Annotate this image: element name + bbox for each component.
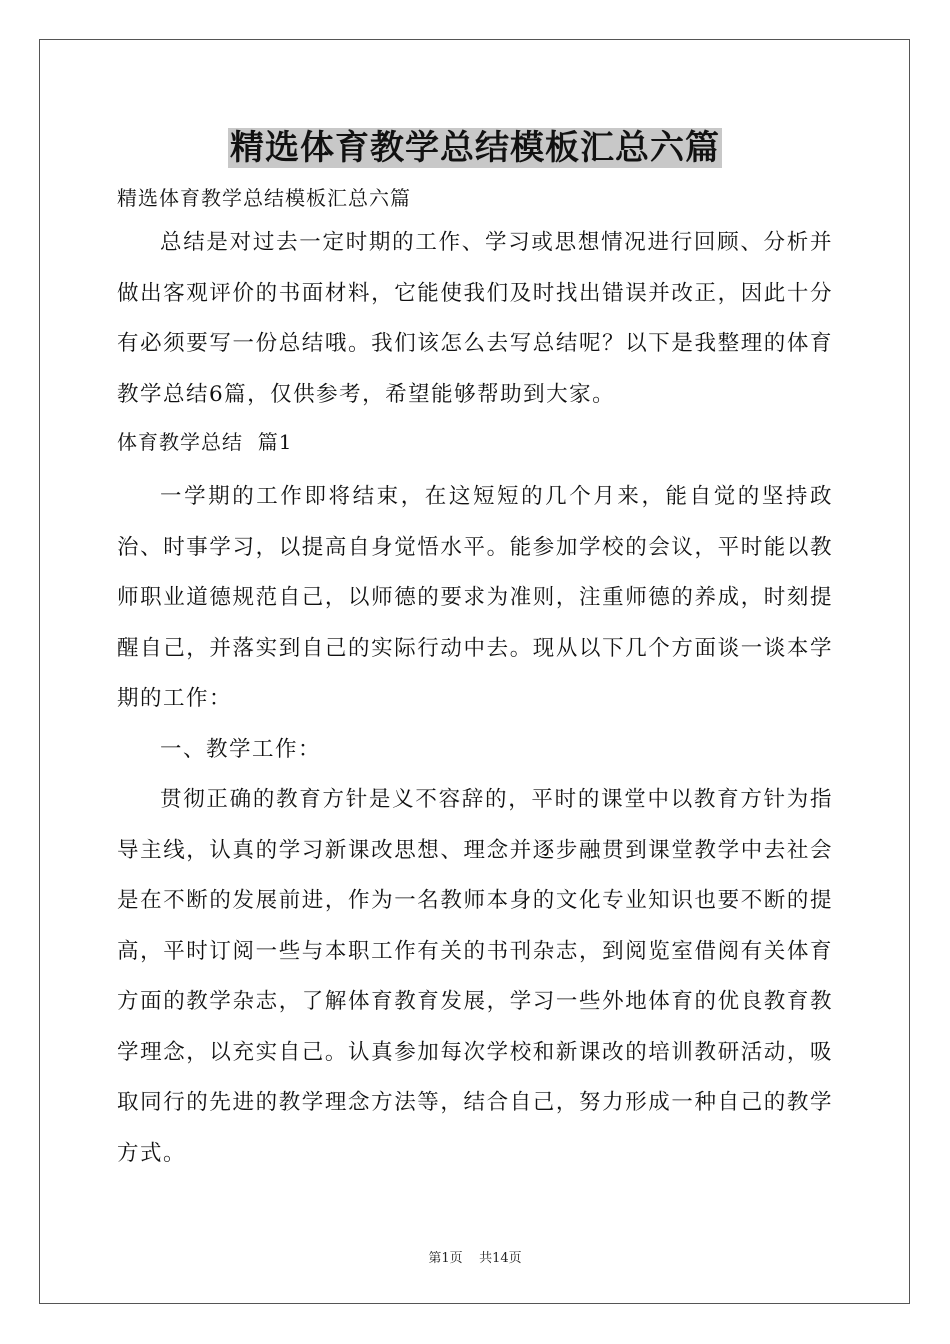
subheading-teaching-work: 一、教学工作： <box>160 736 322 762</box>
document-title <box>117 118 833 178</box>
document-title-text: 精选体育教学总结模板汇总六篇 <box>230 128 720 168</box>
section-title: 体育教学总结 篇1 <box>117 430 293 454</box>
document-subtitle: 精选体育教学总结模板汇总六篇 <box>117 186 411 210</box>
paragraph-2: 贯彻正确的教育方针是义不容辞的，平时的课堂中以教育方针为指导主线，认真的学习新课改思想、理念并逐步融贯到课堂教学中去社会是在不断的发展前进，作为一名教师本身的文化专业知识也要不断的提高，平时订阅一些与本职工作有关的书刊杂志，到阅览室借阅有关体育方面的教学杂志，了解体育教育发展，学习一些外地体育的优良教育教学理念，以充实自己。认真参加每次学校和新课改的培训教研活动，吸取同行的先进的教学理念方法等，结合自己，努力形成一种自己的教学方式。 <box>117 787 833 1166</box>
paragraph-1: 一学期的工作即将结束，在这短短的几个月来，能自觉的坚持政治、时事学习，以提高自身觉悟水平。能参加学校的会议，平时能以教师职业道德规范自己，以师德的要求为准则，注重师德的养成，时刻提醒自己，并落实到自己的实际行动中去。现从以下几个方面谈一谈本学期的工作： <box>117 484 833 711</box>
page-number-footer: 第1页 共14页 <box>428 1251 522 1266</box>
intro-paragraph: 总结是对过去一定时期的工作、学习或思想情况进行回顾、分析并做出客观评价的书面材料，它能使我们及时找出错误并改正，因此十分有必须要写一份总结哦。我们该怎么去写总结呢？以下是我整理的体育教学总结6篇，仅供参考，希望能够帮助到大家。 <box>117 230 833 407</box>
document-body <box>117 118 833 1179</box>
